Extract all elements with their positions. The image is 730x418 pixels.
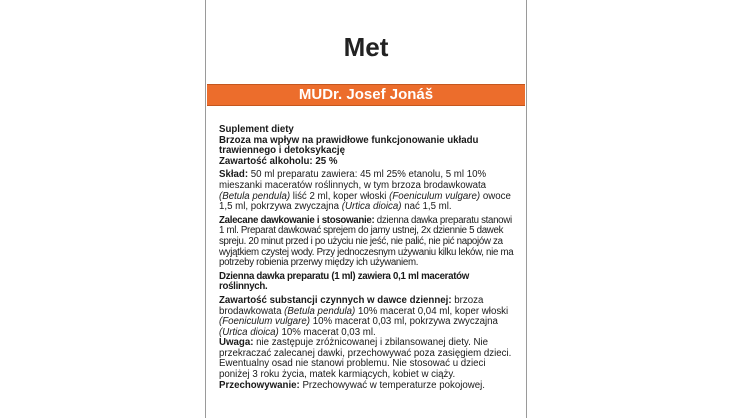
warning <box>219 338 517 380</box>
composition-latin-1: (Betula pendula) <box>219 190 291 202</box>
active-text-2: 10% macerat 0,04 ml, koper włoski <box>355 305 509 317</box>
product-label <box>205 0 527 418</box>
brand-banner: MUDr. Josef Jonáš <box>207 84 525 106</box>
warning-label: Uwaga: <box>219 337 254 349</box>
composition-text-3: owoce 1,5 ml, pokrzywa zwyczajna <box>219 190 511 213</box>
composition-latin-2: (Foeniculum vulgare) <box>389 190 481 202</box>
active-latin-2: (Foeniculum vulgare) <box>219 316 310 328</box>
label-text <box>219 125 517 391</box>
dosage-text: dzienna dawka preparatu stanowi 1 ml. Preparat dawkować sprejem do jamy ustnej, 2x dziennie 5 dawek spreju. 20 minut przed i po użyciu nie jeść, nie palić, nie pić napojów za wyjątkiem czystej wody. Przy jednoczesnym używaniu kilku leków, nie ma potrzeby robienia przerwy między ich używaniem. <box>219 214 514 269</box>
composition <box>219 170 517 212</box>
storage-label: Przechowywanie: <box>219 379 300 391</box>
supplement-type: Suplement diety <box>219 124 294 135</box>
active-substances <box>219 296 517 338</box>
storage <box>219 381 517 392</box>
active-text-3: 10% macerat 0,03 ml, pokrzywa zwyczajna <box>310 316 498 328</box>
active-text-4: 10% macerat 0,03 ml. <box>278 326 376 338</box>
composition-text-1: 50 ml preparatu zawiera: 45 ml 25% etanolu, 5 ml 10% mieszanki maceratów roślinnych, w tym brzoza brodawkowata <box>219 169 487 191</box>
active-text-1: brzoza brodawkowata <box>219 294 484 317</box>
daily-dose: Dzienna dawka preparatu (1 ml) zawiera 0,1 ml maceratów roślinnych. <box>219 270 470 293</box>
dosage-label: Zalecane dawkowanie i stosowanie: <box>219 214 375 226</box>
active-latin-1: (Betula pendula) <box>284 305 356 317</box>
composition-latin-3: (Urtica dioica) <box>341 201 402 213</box>
active-latin-3: (Urtica dioica) <box>219 326 279 338</box>
composition-label: Skład: <box>219 169 249 181</box>
composition-text-2: liść 2 ml, koper włoski <box>290 190 390 202</box>
alcohol-content: Zawartość alkoholu: 25 % <box>219 155 338 167</box>
warning-text: nie zastępuje zróżnicowanej i zbilansowanej diety. Nie przekraczać zalecanej dawki, przechowywać poza zasięgiem dzieci. Ewentualny osad nie stanowi problemu. Nie stosować u dzieci poniżej 3 roku życia, matek karmiących, kobiet w ciąży. <box>219 337 512 381</box>
headline: Brzoza ma wpływ na prawidłowe funkcjonowanie układu trawiennego i detoksykację <box>219 134 479 157</box>
active-label: Zawartość substancji czynnych w dawce dziennej: <box>219 294 452 306</box>
composition-text-4: nać 1,5 ml. <box>401 201 452 213</box>
product-title: Met <box>343 32 389 62</box>
storage-text: Przechowywać w temperaturze pokojowej. <box>299 379 485 391</box>
dosage <box>219 216 517 269</box>
